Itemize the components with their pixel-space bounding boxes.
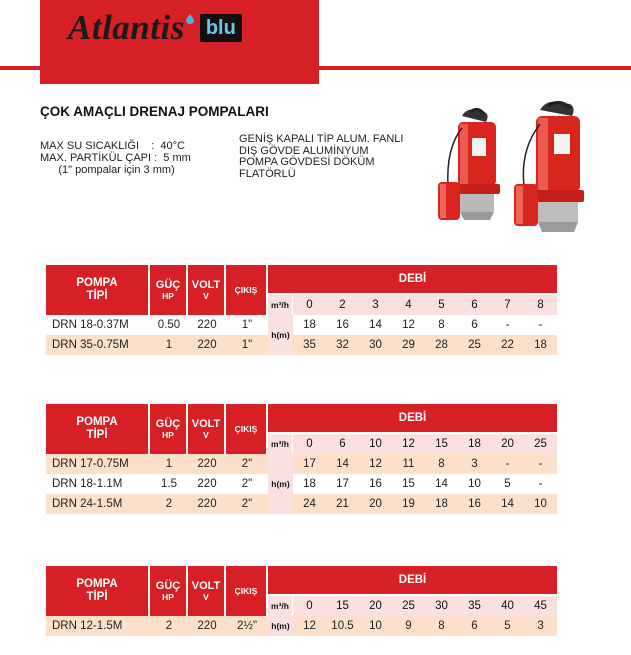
flow-value: 0 [293, 295, 326, 315]
page-title: ÇOK AMAÇLI DRENAJ POMPALARI [40, 104, 269, 119]
hp-value: 1 [150, 335, 188, 355]
header-debi: DEBİ [268, 265, 557, 295]
head-value: 5 [491, 616, 524, 636]
head-value: 28 [425, 335, 458, 355]
flow-value: 15 [326, 596, 359, 616]
flow-value: 7 [491, 295, 524, 315]
flow-value: 3 [359, 295, 392, 315]
header-pompa-tipi [46, 566, 150, 616]
flow-value: 8 [524, 295, 557, 315]
head-value: - [538, 319, 543, 331]
outlet-value: 1" [241, 319, 253, 331]
header-guc-label: GÜÇ [155, 279, 181, 291]
spec-line: MAX SU SICAKLIĞI : 40°C [40, 140, 185, 152]
head-value: 6 [458, 616, 491, 636]
hp-value: 0.50 [157, 319, 181, 331]
feature-item: FLATÖRLÜ [239, 167, 296, 180]
header-guc [150, 566, 188, 616]
head-value: 18 [303, 319, 316, 331]
model-name: DRN 18-0.37M [52, 319, 129, 331]
head-value: - [538, 478, 543, 490]
flow-value: 30 [425, 596, 458, 616]
header-cikis: ÇIKIŞ [226, 265, 268, 315]
volt-value: 220 [188, 494, 226, 514]
unit-hm: h(m) [268, 616, 293, 636]
table-row [46, 474, 557, 494]
head-value: 8 [438, 319, 445, 331]
header-volt-label: VOLT [191, 279, 221, 291]
header-hp-label: HP [162, 291, 174, 301]
hp-value: 2 [150, 616, 188, 636]
head-value: 14 [435, 478, 448, 490]
head-value: 10.5 [326, 616, 359, 636]
header-tipi: TİPİ [86, 429, 108, 441]
feature-item: GENİŞ KAPALI TİP ALUM. FANLI [239, 133, 404, 145]
model-name: DRN 12-1.5M [46, 616, 150, 636]
head-value: 24 [293, 494, 326, 514]
hp-value: 1.5 [161, 478, 177, 490]
header-pompa: POMPA [76, 277, 118, 289]
head-value: 21 [326, 494, 359, 514]
head-value: 10 [524, 494, 557, 514]
model-name: DRN 35-0.75M [46, 335, 150, 355]
head-value: 25 [458, 335, 491, 355]
head-value: 15 [402, 478, 415, 490]
head-value: 12 [402, 319, 415, 331]
head-value: 16 [336, 319, 349, 331]
unit-m3h: m³/h [268, 434, 293, 454]
outlet-value: 2" [226, 454, 268, 474]
flow-value: 25 [392, 596, 425, 616]
head-value: 18 [524, 335, 557, 355]
header-guc-label: GÜÇ [155, 418, 181, 430]
head-value: 8 [425, 454, 458, 474]
pump-table-1 [46, 265, 557, 355]
table-row [46, 315, 557, 335]
head-value: 19 [392, 494, 425, 514]
unit-hm: h(m) [268, 454, 293, 514]
flow-value: 5 [425, 295, 458, 315]
head-value: 6 [471, 319, 478, 331]
feature-item: DIŞ GÖVDE ALUMİNYUM [239, 144, 369, 157]
header-hp-label: HP [162, 592, 174, 602]
hp-value: 2 [150, 494, 188, 514]
head-value: 9 [392, 616, 425, 636]
head-value: 10 [359, 616, 392, 636]
header-volt [188, 265, 226, 315]
unit-m3h: m³/h [268, 295, 293, 315]
head-value: 14 [326, 454, 359, 474]
head-value: 18 [303, 478, 316, 490]
header-tipi: TİPİ [86, 290, 108, 302]
model-name: DRN 24-1.5M [46, 494, 150, 514]
flow-value: 6 [458, 295, 491, 315]
flow-value: 18 [458, 434, 491, 454]
header-debi: DEBİ [268, 566, 557, 596]
head-value: 30 [359, 335, 392, 355]
head-value: 12 [359, 454, 392, 474]
header-volt-label: VOLT [191, 580, 221, 592]
header-tipi: TİPİ [86, 591, 108, 603]
flow-value: 45 [524, 596, 557, 616]
head-value: 35 [293, 335, 326, 355]
head-value: 16 [458, 494, 491, 514]
flow-value: 40 [491, 596, 524, 616]
header-pompa: POMPA [76, 578, 118, 590]
head-value: 5 [504, 478, 511, 490]
flow-value: 6 [326, 434, 359, 454]
volt-value: 220 [188, 335, 226, 355]
header-pompa-tipi [46, 265, 150, 315]
head-value: 16 [369, 478, 382, 490]
flow-value: 25 [524, 434, 557, 454]
header-cikis: ÇIKIŞ [226, 566, 268, 616]
spec-line: (1" pompalar için 3 mm) [40, 164, 175, 176]
table-row [46, 494, 557, 514]
header-pompa-tipi [46, 404, 150, 454]
model-name: DRN 18-1.1M [52, 478, 123, 490]
header-volt [188, 404, 226, 454]
brand-logo [68, 8, 242, 48]
head-value: 3 [524, 616, 557, 636]
flow-value: 35 [458, 596, 491, 616]
head-value: 17 [293, 454, 326, 474]
unit-hm: h(m) [268, 315, 293, 355]
hp-value: 1 [150, 454, 188, 474]
outlet-value: 2" [226, 494, 268, 514]
table-row [46, 335, 557, 355]
head-value: 14 [491, 494, 524, 514]
outlet-value: 1" [226, 335, 268, 355]
head-value: 3 [458, 454, 491, 474]
table-row [46, 616, 557, 636]
flow-value: 15 [425, 434, 458, 454]
head-value: 11 [392, 454, 425, 474]
flow-value: 10 [359, 434, 392, 454]
header-v-label: V [203, 430, 209, 440]
model-name: DRN 17-0.75M [46, 454, 150, 474]
head-value: 29 [392, 335, 425, 355]
header-volt [188, 566, 226, 616]
flow-value: 20 [491, 434, 524, 454]
head-value: 22 [491, 335, 524, 355]
header-debi: DEBİ [268, 404, 557, 434]
header-volt-label: VOLT [191, 418, 221, 430]
head-value: 12 [293, 616, 326, 636]
feature-list [239, 134, 403, 180]
header-v-label: V [203, 592, 209, 602]
head-value: 18 [425, 494, 458, 514]
pump-table-2 [46, 404, 557, 514]
header-v-label: V [203, 291, 209, 301]
spec-line: MAX. PARTİKÜL ÇAPI : 5 mm [40, 152, 191, 164]
volt-value: 220 [197, 478, 217, 490]
pump-table-3 [46, 566, 557, 636]
header-guc [150, 404, 188, 454]
feature-item: POMPA GÖVDESİ DÖKÜM [239, 156, 375, 168]
head-value: 32 [326, 335, 359, 355]
volt-value: 220 [188, 616, 226, 636]
pump-large-image [510, 100, 598, 240]
head-value: 20 [359, 494, 392, 514]
header-hp-label: HP [162, 430, 174, 440]
header-guc-label: GÜÇ [155, 580, 181, 592]
flow-value: 2 [326, 295, 359, 315]
header-pompa: POMPA [76, 416, 118, 428]
flow-value: 12 [392, 434, 425, 454]
pump-small-image [432, 108, 514, 238]
head-value: 17 [336, 478, 349, 490]
flow-value: 4 [392, 295, 425, 315]
water-drop-icon [186, 14, 194, 24]
head-value: 10 [468, 478, 481, 490]
brand-name: Atlantis [68, 8, 185, 47]
head-value: 8 [425, 616, 458, 636]
volt-value: 220 [188, 454, 226, 474]
outlet-value: 2½" [226, 616, 268, 636]
unit-m3h: m³/h [268, 596, 293, 616]
head-value: - [491, 454, 524, 474]
head-value: - [524, 454, 557, 474]
outlet-value: 2" [241, 478, 253, 490]
flow-value: 0 [293, 596, 326, 616]
table-row [46, 454, 557, 474]
volt-value: 220 [197, 319, 217, 331]
flow-value: 20 [359, 596, 392, 616]
header-rule [0, 66, 631, 70]
flow-value: 0 [293, 434, 326, 454]
header-guc [150, 265, 188, 315]
head-value: - [505, 319, 510, 331]
brand-badge: blu [200, 14, 242, 42]
head-value: 14 [369, 319, 382, 331]
header-cikis: ÇIKIŞ [226, 404, 268, 454]
